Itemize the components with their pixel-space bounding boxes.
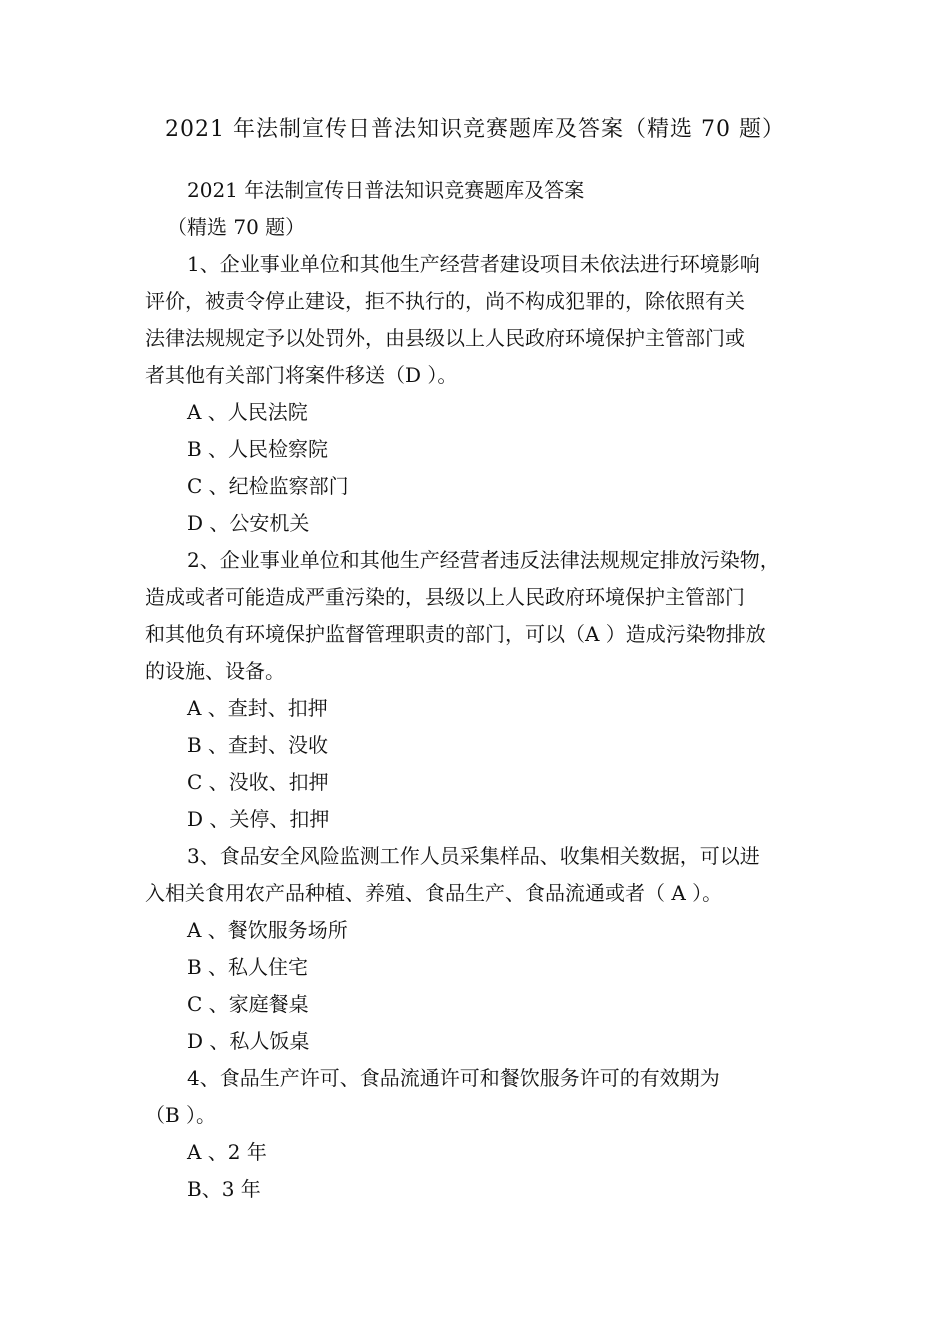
question-4-option-a: A 、2 年	[187, 1140, 267, 1164]
question-1-option-c: C 、纪检监察部门	[187, 474, 349, 498]
question-4-line-1: 4、食品生产许可、食品流通许可和餐饮服务许可的有效期为	[187, 1066, 720, 1090]
subtitle-line-1: 2021 年法制宣传日普法知识竞赛题库及答案	[187, 178, 585, 202]
question-4-line-2: （B ）。	[145, 1103, 217, 1127]
question-3-option-d: D 、私人饭桌	[187, 1029, 310, 1053]
question-1-line-2: 评价，被责令停止建设，拒不执行的，尚不构成犯罪的，除依照有关	[145, 289, 745, 313]
question-2-line-2: 造成或者可能造成严重污染的，县级以上人民政府环境保护主管部门	[145, 585, 745, 609]
question-1	[145, 246, 813, 542]
question-2-option-b: B 、查封、没收	[187, 733, 329, 757]
question-4	[145, 1060, 813, 1208]
question-1-option-b: B 、人民检察院	[187, 437, 329, 461]
question-2	[145, 542, 813, 838]
question-1-option-a: A 、人民法院	[187, 400, 308, 424]
subtitle-line-2: （精选 70 题）	[167, 215, 306, 239]
question-3-option-b: B 、私人住宅	[187, 955, 309, 979]
question-4-option-b: B、3 年	[187, 1177, 261, 1201]
question-2-line-1: 2、企业事业单位和其他生产经营者违反法律法规规定排放污染物，	[187, 548, 780, 572]
question-1-line-3: 法律法规规定予以处罚外，由县级以上人民政府环境保护主管部门或	[145, 326, 745, 350]
question-2-line-3: 和其他负有环境保护监督管理职责的部门，可以（A ）造成污染物排放	[145, 622, 766, 646]
question-2-option-d: D 、关停、扣押	[187, 807, 330, 831]
question-3-option-c: C 、家庭餐桌	[187, 992, 309, 1016]
document-title: 2021 年法制宣传日普法知识竞赛题库及答案（精选 70 题）	[165, 117, 785, 142]
question-1-line-1: 1、企业事业单位和其他生产经营者建设项目未依法进行环境影响	[187, 252, 760, 276]
question-3	[145, 838, 813, 1060]
question-2-line-4: 的设施、设备。	[145, 659, 285, 683]
question-1-option-d: D 、公安机关	[187, 511, 310, 535]
document-body	[145, 172, 813, 1208]
question-3-line-1: 3、食品安全风险监测工作人员采集样品、收集相关数据，可以进	[187, 844, 760, 868]
question-3-line-2: 入相关食用农产品种植、养殖、食品生产、食品流通或者（ A ）。	[145, 881, 723, 905]
question-3-option-a: A 、餐饮服务场所	[187, 918, 348, 942]
question-1-line-4: 者其他有关部门将案件移送（D ）。	[145, 363, 458, 387]
question-2-option-a: A 、查封、扣押	[187, 696, 328, 720]
question-2-option-c: C 、没收、扣押	[187, 770, 329, 794]
